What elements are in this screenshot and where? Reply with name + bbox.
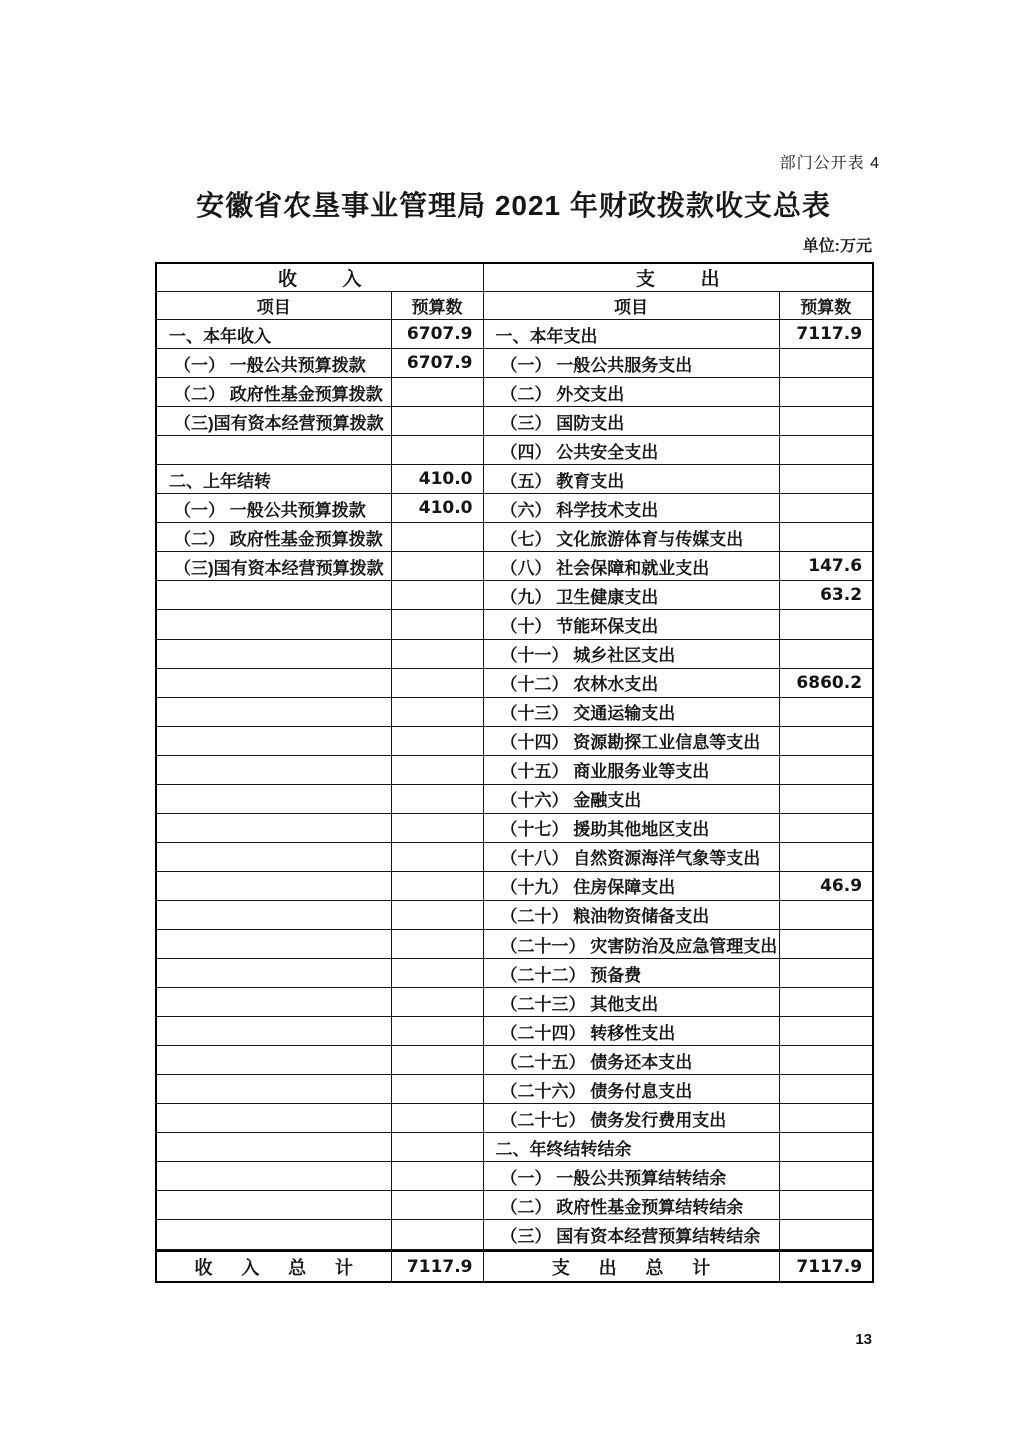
- income-value-cell: [391, 784, 483, 813]
- table-row: [156, 320, 873, 349]
- income-budget-column-header: 预算数: [391, 292, 483, 320]
- table-group-header-row: [156, 263, 873, 292]
- expense-item-cell: （二） 政府性基金预算结转结余: [483, 1191, 779, 1220]
- table-row: [156, 988, 873, 1017]
- income-item-cell: （二） 政府性基金预算拨款: [156, 523, 391, 552]
- expense-item-cell: （四） 公共安全支出: [483, 436, 779, 465]
- income-value-cell: [391, 1017, 483, 1046]
- expense-item-cell: （二十四） 转移性支出: [483, 1017, 779, 1046]
- expense-item-cell: （二十一） 灾害防治及应急管理支出: [483, 929, 779, 958]
- table-column-header-row: [156, 292, 873, 320]
- income-value-cell: [391, 871, 483, 900]
- expense-item-cell: （二十三） 其他支出: [483, 988, 779, 1017]
- income-value-cell: [391, 697, 483, 726]
- table-row: [156, 610, 873, 639]
- expense-value-cell: 63.2: [779, 581, 873, 610]
- income-value-cell: [391, 1133, 483, 1162]
- income-value-cell: [391, 407, 483, 436]
- expense-value-cell: [779, 378, 873, 407]
- income-item-cell: [156, 959, 391, 988]
- income-item-cell: [156, 1162, 391, 1191]
- unit-label: 单位:万元: [802, 238, 872, 255]
- income-item-cell: 一、本年收入: [156, 320, 391, 349]
- income-item-cell: [156, 988, 391, 1017]
- expense-budget-column-header: 预算数: [779, 292, 873, 320]
- table-row: [156, 959, 873, 988]
- income-value-cell: 410.0: [391, 465, 483, 494]
- expense-value-cell: [779, 639, 873, 668]
- table-row: [156, 1220, 873, 1249]
- income-item-cell: [156, 871, 391, 900]
- income-value-cell: [391, 1046, 483, 1075]
- income-item-cell: [156, 813, 391, 842]
- expense-value-cell: [779, 988, 873, 1017]
- expense-item-cell: （五） 教育支出: [483, 465, 779, 494]
- table-row: [156, 1133, 873, 1162]
- table-row: [156, 494, 873, 523]
- table-row: [156, 581, 873, 610]
- table-row: [156, 639, 873, 668]
- income-item-cell: [156, 900, 391, 929]
- expense-value-cell: [779, 349, 873, 378]
- table-row: [156, 871, 873, 900]
- income-item-cell: [156, 784, 391, 813]
- income-value-cell: 6707.9: [391, 320, 483, 349]
- table-row: [156, 552, 873, 581]
- income-item-cell: [156, 1133, 391, 1162]
- expense-value-cell: [779, 784, 873, 813]
- expense-total-value: 7117.9: [779, 1251, 873, 1282]
- income-item-cell: [156, 1191, 391, 1220]
- expense-item-cell: （十一） 城乡社区支出: [483, 639, 779, 668]
- income-item-cell: （三)国有资本经营预算拨款: [156, 552, 391, 581]
- expense-value-cell: [779, 1104, 873, 1133]
- income-total-label: 收入总计: [156, 1251, 391, 1282]
- income-value-cell: [391, 610, 483, 639]
- table-row: [156, 1191, 873, 1220]
- expense-item-cell: （十五） 商业服务业等支出: [483, 755, 779, 784]
- income-item-column-header: 项目: [156, 292, 391, 320]
- page-number: 13: [855, 1331, 872, 1348]
- expense-item-cell: （十） 节能环保支出: [483, 610, 779, 639]
- expense-value-cell: [779, 1191, 873, 1220]
- expense-item-cell: （二十六） 债务付息支出: [483, 1075, 779, 1104]
- table-body: [156, 320, 873, 1252]
- expense-value-cell: 46.9: [779, 871, 873, 900]
- income-item-cell: [156, 1075, 391, 1104]
- income-item-cell: [156, 610, 391, 639]
- income-item-cell: （三)国有资本经营预算拨款: [156, 407, 391, 436]
- table-row: [156, 1104, 873, 1133]
- income-value-cell: [391, 929, 483, 958]
- income-value-cell: [391, 900, 483, 929]
- expense-item-cell: （十六） 金融支出: [483, 784, 779, 813]
- expense-value-cell: [779, 842, 873, 871]
- page-title: 安徽省农垦事业管理局 2021 年财政拨款收支总表: [196, 190, 831, 221]
- doc-label: 部门公开表 4: [779, 155, 880, 172]
- income-item-cell: （一） 一般公共预算拨款: [156, 494, 391, 523]
- expense-value-cell: 147.6: [779, 552, 873, 581]
- expense-item-cell: （一） 一般公共预算结转结余: [483, 1162, 779, 1191]
- expense-item-cell: （九） 卫生健康支出: [483, 581, 779, 610]
- income-value-cell: [391, 1162, 483, 1191]
- income-value-cell: [391, 1191, 483, 1220]
- expense-item-cell: （十三） 交通运输支出: [483, 697, 779, 726]
- income-item-cell: [156, 755, 391, 784]
- income-item-cell: [156, 436, 391, 465]
- expense-value-cell: [779, 436, 873, 465]
- expense-item-cell: （十九） 住房保障支出: [483, 871, 779, 900]
- income-item-cell: [156, 1220, 391, 1249]
- expense-section-header: 支出: [483, 263, 873, 292]
- table-row: [156, 900, 873, 929]
- expense-item-cell: 二、年终结转结余: [483, 1133, 779, 1162]
- income-item-cell: [156, 668, 391, 697]
- table-row: [156, 523, 873, 552]
- expense-value-cell: [779, 755, 873, 784]
- expense-item-cell: （三） 国防支出: [483, 407, 779, 436]
- table-row: [156, 1017, 873, 1046]
- expense-value-cell: [779, 929, 873, 958]
- expense-value-cell: [779, 1017, 873, 1046]
- expense-item-cell: （二十二） 预备费: [483, 959, 779, 988]
- income-value-cell: [391, 639, 483, 668]
- income-value-cell: [391, 378, 483, 407]
- table-row: [156, 465, 873, 494]
- expense-value-cell: [779, 1162, 873, 1191]
- expense-item-column-header: 项目: [483, 292, 779, 320]
- expense-value-cell: [779, 813, 873, 842]
- expense-total-label: 支出总计: [483, 1251, 779, 1282]
- expense-item-cell: （一） 一般公共服务支出: [483, 349, 779, 378]
- income-value-cell: [391, 813, 483, 842]
- expense-value-cell: [779, 610, 873, 639]
- table-row: [156, 726, 873, 755]
- income-item-cell: （一） 一般公共预算拨款: [156, 349, 391, 378]
- expense-item-cell: 一、本年支出: [483, 320, 779, 349]
- expense-item-cell: （二十五） 债务还本支出: [483, 1046, 779, 1075]
- table-row: [156, 1046, 873, 1075]
- income-value-cell: [391, 1104, 483, 1133]
- expense-value-cell: [779, 523, 873, 552]
- expense-value-cell: [779, 494, 873, 523]
- expense-value-cell: [779, 726, 873, 755]
- table-row: [156, 349, 873, 378]
- table-row: [156, 407, 873, 436]
- income-value-cell: 6707.9: [391, 349, 483, 378]
- table-row: [156, 755, 873, 784]
- income-value-cell: [391, 581, 483, 610]
- expense-value-cell: 7117.9: [779, 320, 873, 349]
- income-value-cell: [391, 1220, 483, 1249]
- income-value-cell: [391, 523, 483, 552]
- expense-item-cell: （八） 社会保障和就业支出: [483, 552, 779, 581]
- income-item-cell: [156, 929, 391, 958]
- expense-item-cell: （十二） 农林水支出: [483, 668, 779, 697]
- table-row: [156, 842, 873, 871]
- income-item-cell: [156, 697, 391, 726]
- expense-value-cell: [779, 697, 873, 726]
- income-value-cell: [391, 668, 483, 697]
- table-row: [156, 784, 873, 813]
- income-item-cell: [156, 581, 391, 610]
- income-item-cell: [156, 726, 391, 755]
- table-row: [156, 1075, 873, 1104]
- table-row: [156, 436, 873, 465]
- expense-item-cell: （三） 国有资本经营预算结转结余: [483, 1220, 779, 1249]
- income-value-cell: 410.0: [391, 494, 483, 523]
- expense-item-cell: （十八） 自然资源海洋气象等支出: [483, 842, 779, 871]
- expense-item-cell: （七） 文化旅游体育与传媒支出: [483, 523, 779, 552]
- table-row: [156, 378, 873, 407]
- expense-item-cell: （六） 科学技术支出: [483, 494, 779, 523]
- income-value-cell: [391, 959, 483, 988]
- expense-value-cell: [779, 1133, 873, 1162]
- income-item-cell: [156, 1046, 391, 1075]
- table-row: [156, 929, 873, 958]
- expense-value-cell: 6860.2: [779, 668, 873, 697]
- expense-value-cell: [779, 407, 873, 436]
- income-value-cell: [391, 436, 483, 465]
- expense-item-cell: （二十） 粮油物资储备支出: [483, 900, 779, 929]
- income-value-cell: [391, 726, 483, 755]
- table-row: [156, 668, 873, 697]
- expense-item-cell: （十七） 援助其他地区支出: [483, 813, 779, 842]
- table-row: [156, 697, 873, 726]
- expense-value-cell: [779, 900, 873, 929]
- income-total-value: 7117.9: [391, 1251, 483, 1282]
- income-item-cell: [156, 1104, 391, 1133]
- income-value-cell: [391, 1075, 483, 1104]
- table-row: [156, 813, 873, 842]
- expense-value-cell: [779, 959, 873, 988]
- income-item-cell: [156, 639, 391, 668]
- income-item-cell: [156, 1017, 391, 1046]
- expense-value-cell: [779, 465, 873, 494]
- income-value-cell: [391, 988, 483, 1017]
- table-total-row: [156, 1251, 873, 1282]
- income-section-header: 收入: [156, 263, 483, 292]
- income-item-cell: [156, 842, 391, 871]
- income-item-cell: 二、上年结转: [156, 465, 391, 494]
- expense-item-cell: （二） 外交支出: [483, 378, 779, 407]
- expense-value-cell: [779, 1046, 873, 1075]
- expense-value-cell: [779, 1075, 873, 1104]
- income-item-cell: （二） 政府性基金预算拨款: [156, 378, 391, 407]
- budget-table: [155, 262, 874, 1283]
- table-row: [156, 1162, 873, 1191]
- income-value-cell: [391, 552, 483, 581]
- income-value-cell: [391, 755, 483, 784]
- income-value-cell: [391, 842, 483, 871]
- expense-value-cell: [779, 1220, 873, 1249]
- expense-item-cell: （二十七） 债务发行费用支出: [483, 1104, 779, 1133]
- expense-item-cell: （十四） 资源勘探工业信息等支出: [483, 726, 779, 755]
